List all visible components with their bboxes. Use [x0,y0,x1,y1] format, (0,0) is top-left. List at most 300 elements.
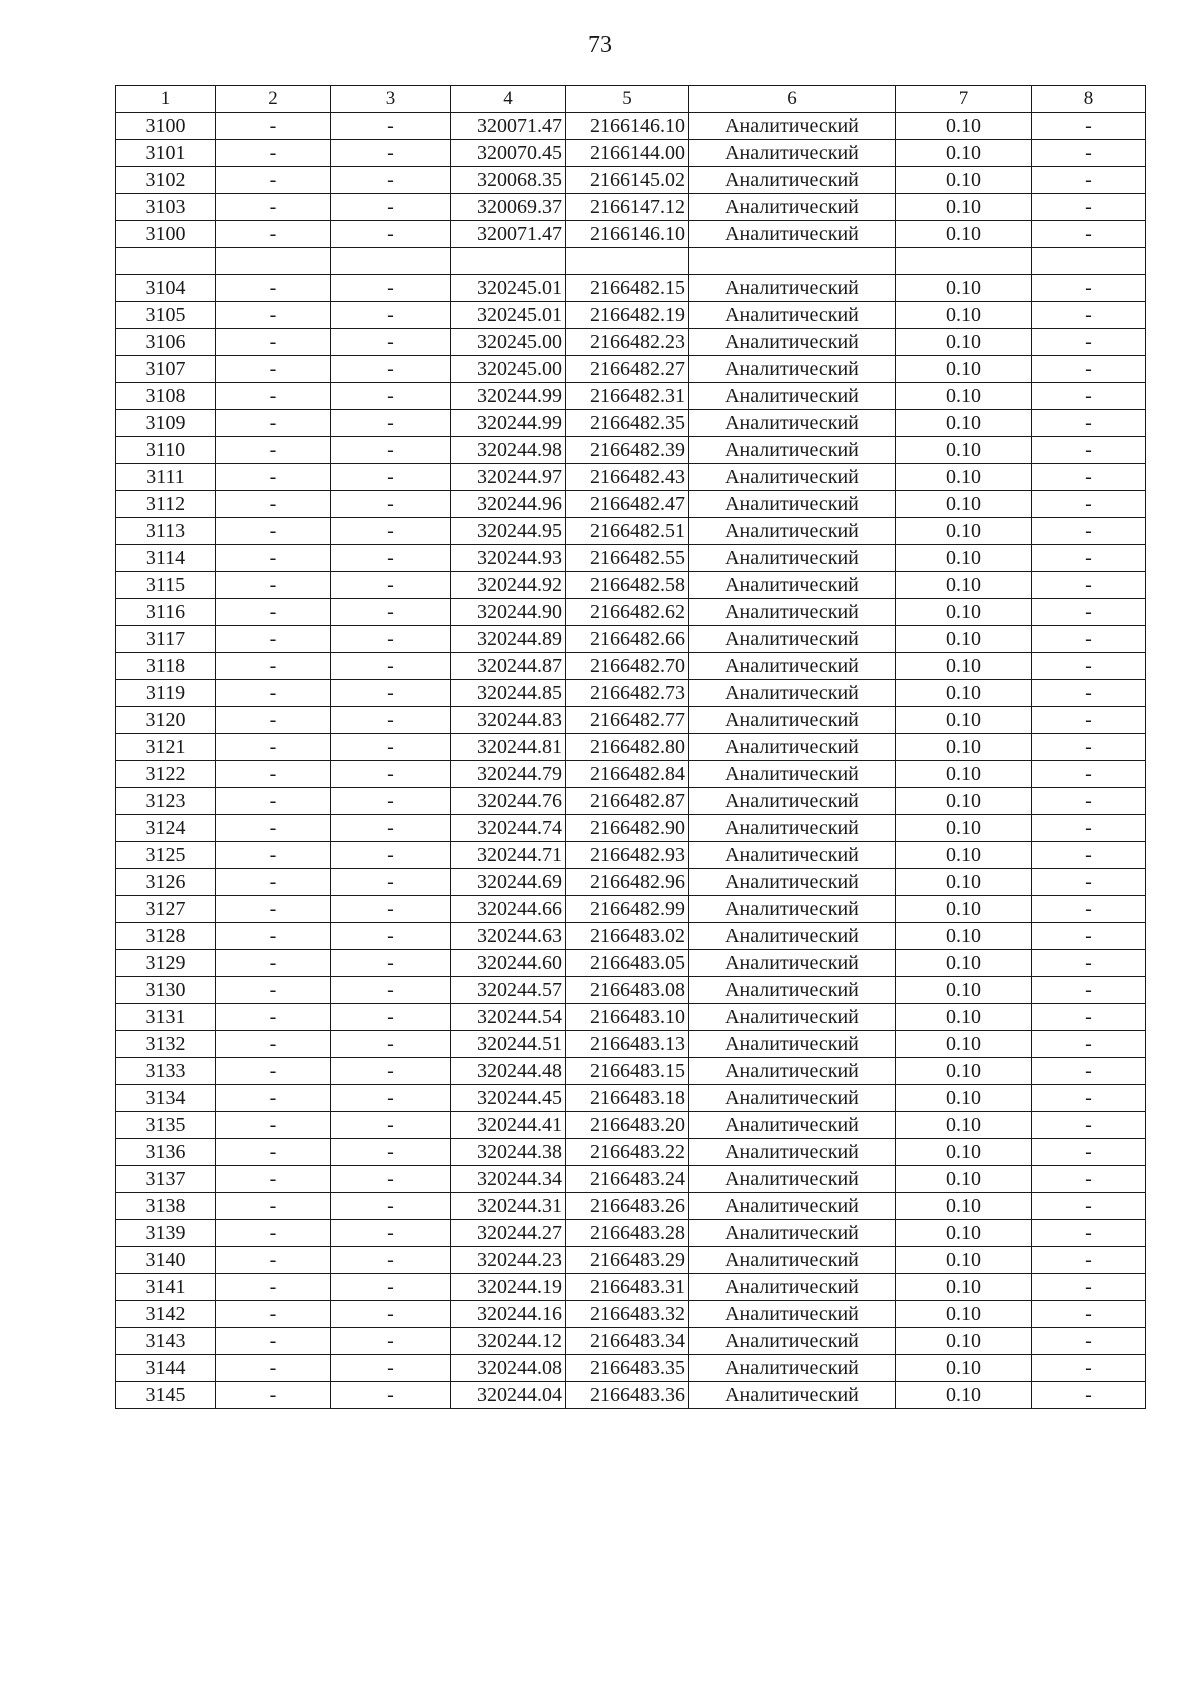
table-cell: - [331,518,451,545]
table-row [116,1166,1146,1193]
table-cell: - [216,707,331,734]
table-cell: 3122 [116,761,216,788]
page-number: 73 [588,32,612,58]
table-cell: 3100 [116,221,216,248]
table-row [116,788,1146,815]
table-cell: - [216,491,331,518]
table-row [116,1139,1146,1166]
table-cell: 0.10 [896,275,1032,302]
table-cell [896,248,1032,275]
table-cell: - [216,1274,331,1301]
table-cell: Аналитический [689,1274,896,1301]
table-cell: - [216,113,331,140]
table-cell: 2166482.80 [566,734,689,761]
table-cell: 320069.37 [451,194,566,221]
table-cell: - [1032,491,1146,518]
table-cell: 3142 [116,1301,216,1328]
table-cell: 0.10 [896,1004,1032,1031]
table-cell: 3104 [116,275,216,302]
table-cell: 3105 [116,302,216,329]
table-cell: 0.10 [896,356,1032,383]
table-row [116,1274,1146,1301]
table-cell: - [216,1112,331,1139]
table-cell: 0.10 [896,1274,1032,1301]
table-cell: - [216,518,331,545]
table-cell: Аналитический [689,788,896,815]
table-cell: 2166482.35 [566,410,689,437]
table-cell: - [331,464,451,491]
table-row [116,491,1146,518]
table-cell: 0.10 [896,572,1032,599]
table-cell: 0.10 [896,788,1032,815]
table-cell: 3135 [116,1112,216,1139]
table-cell: - [331,680,451,707]
table-row [116,1058,1146,1085]
table-cell: Аналитический [689,1193,896,1220]
table-cell: 2166483.36 [566,1382,689,1409]
table-row [116,410,1146,437]
table-cell: - [1032,572,1146,599]
table-cell: - [216,356,331,383]
table-cell: - [331,1085,451,1112]
table-cell: 0.10 [896,1166,1032,1193]
table-cell: - [216,194,331,221]
table-cell: - [1032,1382,1146,1409]
table-cell: 0.10 [896,221,1032,248]
table-cell: 2166482.58 [566,572,689,599]
table-cell: 3128 [116,923,216,950]
table-cell: - [216,896,331,923]
table-cell: 3131 [116,1004,216,1031]
table-cell: 2166146.10 [566,113,689,140]
table-cell: 3136 [116,1139,216,1166]
table-cell: - [216,1382,331,1409]
table-cell: - [216,221,331,248]
table-cell: - [331,1382,451,1409]
table-row [116,140,1146,167]
table-cell: 320244.27 [451,1220,566,1247]
table-cell: 320244.83 [451,707,566,734]
table-row [116,302,1146,329]
table-cell: 320068.35 [451,167,566,194]
table-cell: 3101 [116,140,216,167]
table-cell: Аналитический [689,1220,896,1247]
table-row [116,329,1146,356]
table-cell: 2166482.96 [566,869,689,896]
table-row [116,1328,1146,1355]
table-cell: 3116 [116,599,216,626]
table-cell: 3113 [116,518,216,545]
table-cell: 3102 [116,167,216,194]
table-cell: 2166482.62 [566,599,689,626]
table-cell: - [1032,167,1146,194]
table-cell: - [216,329,331,356]
table-cell: Аналитический [689,410,896,437]
table-cell: 320244.85 [451,680,566,707]
table-cell: 0.10 [896,761,1032,788]
table-cell: Аналитический [689,437,896,464]
table-cell: - [216,1139,331,1166]
table-cell: Аналитический [689,1031,896,1058]
column-header: 4 [451,86,566,113]
table-cell: - [216,464,331,491]
table-cell: 2166482.39 [566,437,689,464]
table-cell: 3125 [116,842,216,869]
table-cell: 0.10 [896,1031,1032,1058]
table-cell: Аналитический [689,383,896,410]
table-cell: 320244.79 [451,761,566,788]
table-cell: - [331,1112,451,1139]
table-cell: Аналитический [689,923,896,950]
table-row [116,626,1146,653]
table-cell: 2166483.08 [566,977,689,1004]
table-cell: Аналитический [689,1355,896,1382]
table-cell: 2166483.34 [566,1328,689,1355]
table-cell: 0.10 [896,545,1032,572]
table-cell: 320244.16 [451,1301,566,1328]
table-cell: 2166482.66 [566,626,689,653]
table-cell: 2166483.31 [566,1274,689,1301]
table-cell: - [216,1355,331,1382]
table-cell: 2166482.70 [566,653,689,680]
table-row [116,815,1146,842]
table-cell: 2166482.73 [566,680,689,707]
table-cell: Аналитический [689,1328,896,1355]
table-cell: 320244.92 [451,572,566,599]
table-cell: 320245.00 [451,356,566,383]
table-row [116,1112,1146,1139]
column-header: 3 [331,86,451,113]
table-cell: - [331,383,451,410]
table-cell: 0.10 [896,194,1032,221]
table-cell: - [1032,653,1146,680]
table-row [116,275,1146,302]
table-cell: - [331,896,451,923]
table-cell: 320244.19 [451,1274,566,1301]
table-cell: Аналитический [689,1058,896,1085]
table-cell: - [1032,113,1146,140]
table-cell: - [331,491,451,518]
table-cell: 0.10 [896,329,1032,356]
table-cell: 320244.31 [451,1193,566,1220]
coordinates-table [115,85,1146,1409]
table-cell [216,248,331,275]
table-cell: 0.10 [896,977,1032,1004]
table-cell: Аналитический [689,842,896,869]
table-cell: - [1032,734,1146,761]
table-cell: 0.10 [896,923,1032,950]
table-row [116,1004,1146,1031]
table-cell: 320244.87 [451,653,566,680]
table-row [116,680,1146,707]
table-cell: 0.10 [896,113,1032,140]
table-cell: Аналитический [689,761,896,788]
table-cell: - [216,734,331,761]
table-cell: 320244.71 [451,842,566,869]
table-cell: 2166483.15 [566,1058,689,1085]
column-header: 6 [689,86,896,113]
table-cell: - [1032,1139,1146,1166]
table-cell: - [1032,896,1146,923]
table-cell: 0.10 [896,950,1032,977]
table-cell: 0.10 [896,599,1032,626]
table-cell: 0.10 [896,437,1032,464]
table-cell: 0.10 [896,815,1032,842]
table-cell: 3123 [116,788,216,815]
table-cell: 320244.41 [451,1112,566,1139]
table-cell: 0.10 [896,842,1032,869]
table-row [116,1193,1146,1220]
table-cell: - [1032,1193,1146,1220]
table-cell: - [216,545,331,572]
table-cell: 3141 [116,1274,216,1301]
table-cell: - [1032,1247,1146,1274]
table-cell: 320244.60 [451,950,566,977]
table-row [116,518,1146,545]
table-row [116,707,1146,734]
table-cell: - [331,653,451,680]
table-row [116,923,1146,950]
table-cell: 2166483.20 [566,1112,689,1139]
table-cell: - [1032,1166,1146,1193]
table-cell: 320245.01 [451,275,566,302]
table-cell: - [331,1328,451,1355]
table-cell: Аналитический [689,275,896,302]
table-cell: 320244.57 [451,977,566,1004]
table-cell: 3115 [116,572,216,599]
table-row [116,221,1146,248]
table-cell: - [1032,1301,1146,1328]
table-row [116,599,1146,626]
table-row [116,1301,1146,1328]
table-cell: Аналитический [689,653,896,680]
table-cell: 2166483.28 [566,1220,689,1247]
table-cell: 3133 [116,1058,216,1085]
table-cell: - [1032,1004,1146,1031]
table-cell: - [331,842,451,869]
table-cell: - [331,194,451,221]
table-cell: Аналитический [689,707,896,734]
table-cell: 0.10 [896,383,1032,410]
table-cell: Аналитический [689,491,896,518]
table-cell: 320244.54 [451,1004,566,1031]
table-cell: Аналитический [689,545,896,572]
table-cell: 3140 [116,1247,216,1274]
table-cell: - [1032,1220,1146,1247]
table-cell: 2166482.23 [566,329,689,356]
table-cell: 0.10 [896,680,1032,707]
table-cell: 3121 [116,734,216,761]
table-cell: 320244.95 [451,518,566,545]
table-header-row [116,86,1146,113]
table-cell: Аналитический [689,680,896,707]
table-cell: 320070.45 [451,140,566,167]
table-cell: Аналитический [689,1112,896,1139]
table-cell: 0.10 [896,410,1032,437]
table-cell: - [1032,1328,1146,1355]
table-cell: - [1032,842,1146,869]
table-cell: 320244.74 [451,815,566,842]
table-cell: 320244.76 [451,788,566,815]
table-row [116,113,1146,140]
table-cell: - [1032,761,1146,788]
table-cell: - [216,1031,331,1058]
table-cell: 2166482.77 [566,707,689,734]
table-cell: 320244.66 [451,896,566,923]
table-cell: 320244.04 [451,1382,566,1409]
table-cell: - [216,869,331,896]
table-row [116,1355,1146,1382]
table-cell: 2166483.18 [566,1085,689,1112]
table-cell: Аналитический [689,599,896,626]
table-cell: Аналитический [689,815,896,842]
table-cell [451,248,566,275]
table-cell: 2166482.87 [566,788,689,815]
table-cell: 320244.12 [451,1328,566,1355]
table-cell: - [331,1274,451,1301]
table-cell: 0.10 [896,707,1032,734]
table-cell: 3124 [116,815,216,842]
table-cell: - [216,1085,331,1112]
table-cell: 2166482.31 [566,383,689,410]
table-cell: 0.10 [896,869,1032,896]
table-row [116,437,1146,464]
table-cell: - [1032,410,1146,437]
table-row [116,545,1146,572]
table-cell: 2166483.05 [566,950,689,977]
table-cell [331,248,451,275]
table-cell: Аналитический [689,113,896,140]
table-cell: 3117 [116,626,216,653]
table-cell: - [1032,221,1146,248]
table-cell: 3138 [116,1193,216,1220]
table-cell: 0.10 [896,1058,1032,1085]
table-cell: 2166145.02 [566,167,689,194]
table-cell: 3119 [116,680,216,707]
table-cell: 320244.98 [451,437,566,464]
table-cell: - [1032,788,1146,815]
table-cell: - [1032,626,1146,653]
table-cell: Аналитический [689,1139,896,1166]
table-cell: 2166483.35 [566,1355,689,1382]
table-cell: 0.10 [896,896,1032,923]
table-cell: - [331,1004,451,1031]
table-cell: 0.10 [896,653,1032,680]
table-cell: 3134 [116,1085,216,1112]
table-cell: - [331,815,451,842]
table-cell: - [331,599,451,626]
table-cell: Аналитический [689,950,896,977]
table-cell: 0.10 [896,1247,1032,1274]
table-cell: - [331,1247,451,1274]
table-cell: - [331,140,451,167]
table-cell: - [1032,140,1146,167]
table-cell: - [1032,302,1146,329]
table-cell: - [1032,1085,1146,1112]
table-cell: 0.10 [896,140,1032,167]
table-cell: - [1032,869,1146,896]
table-cell: Аналитический [689,167,896,194]
table-cell: - [216,815,331,842]
table-cell: - [216,653,331,680]
table-cell: 3106 [116,329,216,356]
table-cell: - [1032,518,1146,545]
table-cell [689,248,896,275]
table-cell: 0.10 [896,1355,1032,1382]
table-cell: 320244.97 [451,464,566,491]
table-row [116,1031,1146,1058]
table-cell: - [331,1058,451,1085]
column-header: 2 [216,86,331,113]
table-cell: 320244.48 [451,1058,566,1085]
table-cell: 320244.45 [451,1085,566,1112]
table-cell: 2166482.90 [566,815,689,842]
table-cell: - [216,1247,331,1274]
table-cell: - [1032,1355,1146,1382]
table-cell: - [1032,437,1146,464]
table-row [116,464,1146,491]
table-cell: 3127 [116,896,216,923]
table-cell: Аналитический [689,302,896,329]
table-cell: 320244.99 [451,410,566,437]
table-cell: - [1032,545,1146,572]
table-cell: 320244.90 [451,599,566,626]
table-cell: 3139 [116,1220,216,1247]
table-cell: - [216,1301,331,1328]
table-cell: Аналитический [689,518,896,545]
table-cell: 0.10 [896,1112,1032,1139]
table-cell: 0.10 [896,302,1032,329]
table-cell: - [1032,194,1146,221]
table-cell: 2166482.55 [566,545,689,572]
table-cell: 0.10 [896,167,1032,194]
table-cell: 3129 [116,950,216,977]
table-cell: Аналитический [689,869,896,896]
table-cell: 2166482.43 [566,464,689,491]
table-cell: 3137 [116,1166,216,1193]
table-cell: Аналитический [689,140,896,167]
table-cell: 320244.23 [451,1247,566,1274]
table-cell: - [1032,356,1146,383]
table-cell: - [1032,329,1146,356]
table-cell: - [1032,977,1146,1004]
table-cell: 3108 [116,383,216,410]
table-cell: 0.10 [896,626,1032,653]
table-cell: - [331,410,451,437]
table-row [116,734,1146,761]
table-row [116,1247,1146,1274]
table-cell: 3126 [116,869,216,896]
table-cell: 3120 [116,707,216,734]
table-cell: 2166482.15 [566,275,689,302]
table-cell: 2166483.29 [566,1247,689,1274]
table-cell: 0.10 [896,734,1032,761]
table-cell: 2166482.51 [566,518,689,545]
table-cell: - [331,761,451,788]
table-cell: - [331,545,451,572]
column-header: 5 [566,86,689,113]
table-cell: 3110 [116,437,216,464]
table-cell: - [216,977,331,1004]
table-cell: - [331,626,451,653]
table-cell: 320244.99 [451,383,566,410]
table-cell: Аналитический [689,1166,896,1193]
table-cell: - [216,1058,331,1085]
table-cell: 0.10 [896,1139,1032,1166]
table-cell: 3112 [116,491,216,518]
table-row [116,977,1146,1004]
table-cell: - [331,356,451,383]
